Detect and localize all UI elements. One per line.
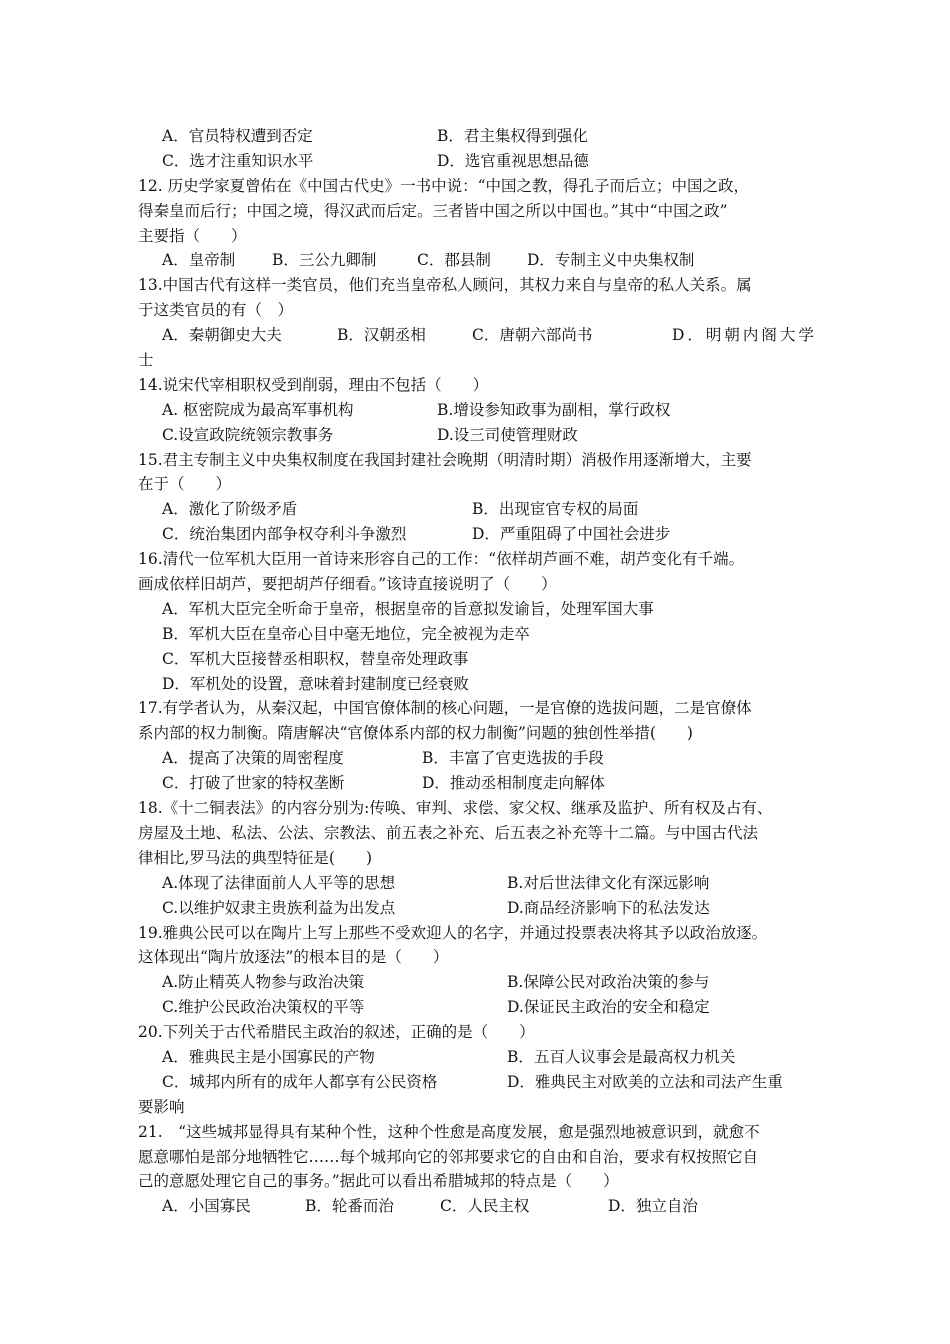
option-b: B．轮番而治 bbox=[305, 1197, 394, 1216]
question-stem: 房屋及土地、私法、公法、宗教法、前五表之补充、后五表之补充等十二篇。与中国古代法 bbox=[138, 823, 759, 842]
option-d: D．明朝内阁大学 bbox=[672, 326, 817, 345]
question-stem: 律相比,罗马法的典型特征是( ) bbox=[138, 848, 373, 867]
option-b: B．五百人议事会是最高权力机关 bbox=[507, 1047, 736, 1066]
question-stem: 于这类官员的有（ ） bbox=[138, 301, 294, 320]
option-d-text: D．军机处的设置，意味着封建制度已经衰败 bbox=[162, 674, 469, 693]
option-b: B．三公九卿制 bbox=[272, 251, 377, 270]
option-row bbox=[138, 970, 818, 995]
option-a: A．激化了阶级矛盾 bbox=[162, 500, 298, 519]
question-14 bbox=[138, 373, 818, 448]
option-row bbox=[138, 497, 818, 522]
option-c: C.设宣政院统领宗教事务 bbox=[162, 425, 334, 444]
option-d bbox=[138, 672, 818, 697]
option-c: C．城邦内所有的成年人都享有公民资格 bbox=[162, 1072, 438, 1091]
question-stem: 12. 历史学家夏曾佑在《中国古代史》一书中说：“中国之教，得孔子而后立；中国之政， bbox=[138, 176, 750, 195]
option-a: A.防止精英人物参与政治决策 bbox=[162, 973, 365, 992]
option-d: D.商品经济影响下的私法发达 bbox=[507, 898, 710, 917]
option-c: C．郡县制 bbox=[417, 251, 491, 270]
question-stem: 己的意愿处理它自己的事务。”据此可以看出希腊城邦的特点是（ ） bbox=[138, 1172, 619, 1191]
question-21 bbox=[138, 1120, 818, 1220]
exam-page bbox=[138, 124, 818, 1219]
option-a: A. 枢密院成为最高军事机构 bbox=[162, 400, 354, 419]
option-d: D.保证民主政治的安全和稳定 bbox=[507, 998, 710, 1017]
question-stem: 15.君主专制主义中央集权制度在我国封建社会晚期（明清时期）消极作用逐渐增大，主要 bbox=[138, 450, 752, 469]
option-b: B．出现宦官专权的局面 bbox=[472, 500, 639, 519]
option-row bbox=[138, 149, 818, 174]
option-b: B．丰富了官吏选拔的手段 bbox=[422, 749, 604, 768]
option-row bbox=[138, 522, 818, 547]
question-15 bbox=[138, 448, 818, 548]
question-stem: 主要指（ ） bbox=[138, 226, 247, 245]
option-row bbox=[138, 1045, 818, 1070]
question-13 bbox=[138, 273, 818, 373]
option-c: C.以维护奴隶主贵族利益为出发点 bbox=[162, 898, 396, 917]
option-a: A．提高了决策的周密程度 bbox=[162, 749, 344, 768]
question-18 bbox=[138, 796, 818, 920]
option-row bbox=[138, 248, 818, 273]
option-a: A．小国寡民 bbox=[162, 1197, 251, 1216]
option-row bbox=[138, 423, 818, 448]
question-stem: 得秦皇而后行；中国之境，得汉武而后定。三者皆中国之所以中国也。”其中“中国之政” bbox=[138, 201, 728, 220]
question-stem: 16.清代一位军机大臣用一首诗来形容自己的工作：“依样胡芦画不难，胡芦变化有千端。 bbox=[138, 550, 745, 569]
option-b: B.增设参知政事为副相，掌行政权 bbox=[437, 400, 671, 419]
option-b bbox=[138, 622, 818, 647]
option-row bbox=[138, 1070, 818, 1095]
option-row bbox=[138, 871, 818, 896]
question-stem: 18.《十二铜表法》的内容分别为:传唤、审判、求偿、家父权、继承及监护、所有权及占有、 bbox=[138, 799, 773, 818]
option-row bbox=[138, 746, 818, 771]
option-b: B.保障公民对政治决策的参与 bbox=[507, 973, 710, 992]
option-row bbox=[138, 323, 818, 348]
option-a: A．皇帝制 bbox=[162, 251, 236, 270]
option-c bbox=[138, 647, 818, 672]
option-row bbox=[138, 124, 818, 149]
question-19 bbox=[138, 921, 818, 1021]
option-d: D．选官重视思想品德 bbox=[437, 151, 589, 170]
option-continuation: 要影响 bbox=[138, 1097, 185, 1116]
option-c: C．人民主权 bbox=[440, 1197, 530, 1216]
option-b: B．君主集权得到强化 bbox=[437, 127, 588, 145]
option-c: C．统治集团内部争权夺利斗争激烈 bbox=[162, 525, 407, 544]
question-stem: 17.有学者认为，从秦汉起，中国官僚体制的核心问题，一是官僚的选拔问题，二是官僚体 bbox=[138, 699, 752, 718]
option-c: C．打破了世家的特权垄断 bbox=[162, 774, 345, 793]
option-row bbox=[138, 896, 818, 921]
option-c: C.维护公民政治决策权的平等 bbox=[162, 998, 365, 1017]
option-d: D．严重阻碍了中国社会进步 bbox=[472, 525, 671, 544]
option-c: C．唐朝六部尚书 bbox=[472, 326, 593, 345]
question-17 bbox=[138, 696, 818, 796]
question-stem: 这体现出“陶片放逐法”的根本目的是（ ） bbox=[138, 948, 449, 967]
question-stem: 19.雅典公民可以在陶片上写上那些不受欢迎人的名字，并通过投票表决将其予以政治放逐。 bbox=[138, 923, 768, 942]
option-c-text: C．军机大臣接替丞相职权，替皇帝处理政事 bbox=[162, 649, 469, 668]
option-d: D．独立自治 bbox=[608, 1197, 698, 1216]
question-11-options bbox=[138, 124, 818, 174]
option-d: D．专制主义中央集权制 bbox=[527, 251, 695, 270]
question-stem: 在于（ ） bbox=[138, 475, 232, 494]
question-16 bbox=[138, 547, 818, 696]
question-stem: 系内部的权力制衡。隋唐解决“官僚体系内部的权力制衡”问题的独创性举措( ) bbox=[138, 724, 693, 743]
option-continuation: 士 bbox=[138, 351, 154, 370]
question-stem: 20.下列关于古代希腊民主政治的叙述，正确的是（ ） bbox=[138, 1023, 535, 1042]
option-c: C．选才注重知识水平 bbox=[162, 151, 314, 170]
option-a: A．官员特权遭到否定 bbox=[162, 127, 313, 145]
option-b-text: B．军机大臣在皇帝心目中毫无地位，完全被视为走卒 bbox=[162, 624, 530, 643]
option-d: D．推动丞相制度走向解体 bbox=[422, 774, 605, 793]
option-a: A．秦朝御史大夫 bbox=[162, 326, 282, 345]
question-stem: 愿意哪怕是部分地牺牲它……每个城邦向它的邻邦要求它的自由和自治，要求有权按照它自 bbox=[138, 1147, 759, 1166]
option-a: A．雅典民主是小国寡民的产物 bbox=[162, 1047, 375, 1066]
question-stem: 画成依样旧胡芦，要把胡芦仔细看。”该诗直接说明了（ ） bbox=[138, 575, 557, 594]
option-b: B．汉朝丞相 bbox=[337, 326, 426, 345]
question-stem: 21. “这些城邦显得具有某种个性，这种个性愈是高度发展，愈是强烈地被意识到，就愈不 bbox=[138, 1122, 760, 1141]
option-a: A.体现了法律面前人人平等的思想 bbox=[162, 873, 396, 892]
option-row bbox=[138, 995, 818, 1020]
question-stem: 13.中国古代有这样一类官员，他们充当皇帝私人顾问，其权力来自与皇帝的私人关系。属 bbox=[138, 276, 752, 295]
option-row bbox=[138, 1194, 818, 1219]
option-d: D.设三司使管理财政 bbox=[437, 425, 578, 444]
option-a-text: A．军机大臣完全听命于皇帝，根据皇帝的旨意拟发谕旨，处理军国大事 bbox=[162, 599, 654, 618]
option-d: D．雅典民主对欧美的立法和司法产生重 bbox=[507, 1072, 783, 1091]
option-b: B.对后世法律文化有深远影响 bbox=[507, 873, 710, 892]
question-20 bbox=[138, 1020, 818, 1120]
question-stem: 14.说宋代宰相职权受到削弱，理由不包括（ ） bbox=[138, 375, 489, 394]
option-a bbox=[138, 597, 818, 622]
option-row bbox=[138, 398, 818, 423]
question-12 bbox=[138, 174, 818, 274]
option-row bbox=[138, 771, 818, 796]
